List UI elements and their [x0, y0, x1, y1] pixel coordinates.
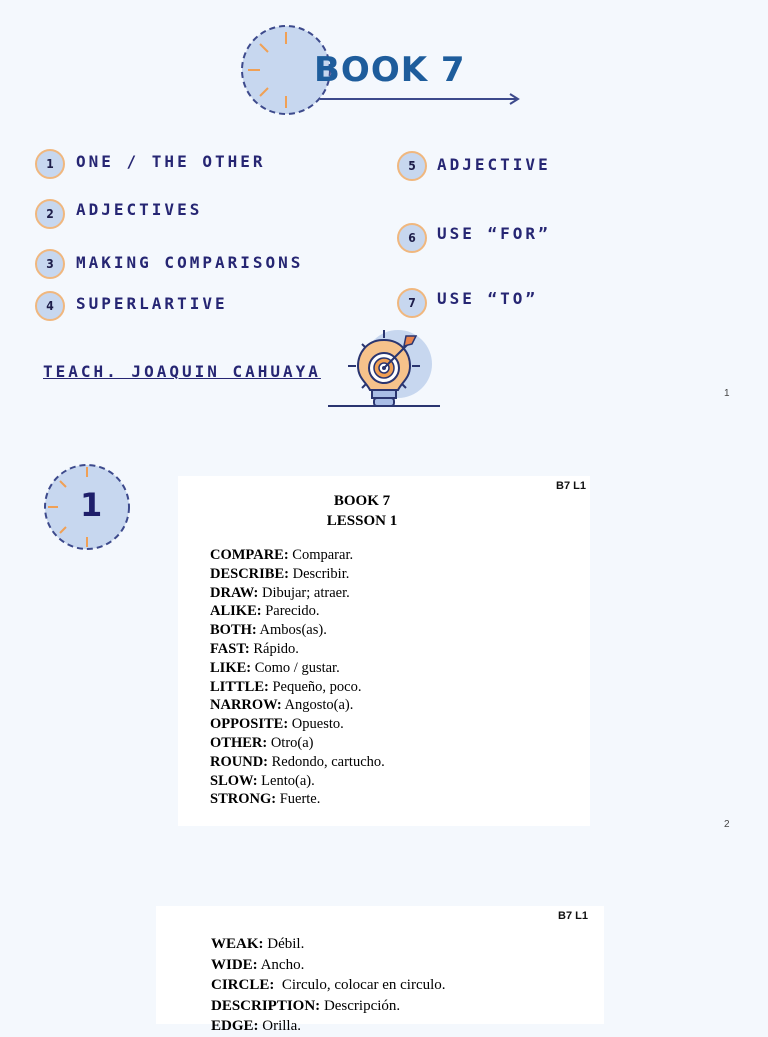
- vocab-definition: Rápido.: [249, 640, 299, 657]
- vocab-definition: Parecido.: [261, 603, 320, 620]
- vocab-entry: [210, 602, 385, 621]
- toc-badge-3: 3: [35, 249, 65, 279]
- vocab-entry: [211, 996, 446, 1017]
- vocab-definition: Débil.: [263, 936, 305, 952]
- vocab-term: WIDE:: [211, 956, 258, 973]
- toc-item-3[interactable]: MAKING COMPARISONS: [76, 253, 304, 272]
- vocab-definition: Ancho.: [257, 956, 305, 973]
- lesson-badge-number: 1: [80, 486, 103, 524]
- vocab-entry: [211, 975, 446, 996]
- doc-code: B7 L1: [556, 480, 586, 492]
- vocab-entry: [210, 678, 385, 697]
- doc-heading-line-2: LESSON 1: [326, 513, 398, 529]
- vocab-entry: [211, 934, 446, 955]
- vocab-entry: [210, 659, 385, 678]
- toc-item-6[interactable]: USE “FOR”: [437, 224, 551, 243]
- vocab-entry: [210, 715, 385, 734]
- vocab-term: NARROW:: [210, 697, 282, 714]
- vocab-list: [210, 546, 385, 809]
- vocab-entry: [210, 772, 385, 791]
- page-number-2: 2: [724, 819, 730, 830]
- vocab-term: BOTH:: [210, 622, 257, 639]
- vocab-definition: Fuerte.: [276, 791, 321, 808]
- vocab-definition: Redondo, cartucho.: [268, 753, 385, 770]
- vocab-entry: [210, 584, 385, 603]
- vocab-term: OPPOSITE:: [210, 716, 289, 733]
- toc-badge-4: 4: [35, 291, 65, 321]
- vocab-entry: [210, 790, 385, 809]
- toc-item-1[interactable]: ONE / THE OTHER: [76, 152, 266, 171]
- toc-badge-1: 1: [35, 149, 65, 179]
- vocab-definition: Pequeño, poco.: [268, 678, 362, 695]
- toc-badge-7: 7: [397, 288, 427, 318]
- vocab-definition: Ambos(as).: [256, 622, 327, 639]
- toc-item-2[interactable]: ADJECTIVES: [76, 200, 203, 219]
- lightbulb-target-arrow-icon: [326, 322, 442, 420]
- page-number-1: 1: [724, 388, 730, 399]
- vocab-entry: [210, 546, 385, 565]
- vocab-term: OTHER:: [210, 734, 268, 751]
- toc-item-5[interactable]: ADJECTIVE: [437, 155, 551, 174]
- vocab-definition: Angosto(a).: [281, 697, 354, 714]
- title-arrow-icon: [320, 92, 524, 106]
- vocab-entry: [210, 621, 385, 640]
- book-title: BOOK 7: [314, 50, 466, 90]
- vocab-entry: [210, 753, 385, 772]
- doc-code: B7 L1: [558, 910, 588, 922]
- vocab-term: DESCRIPTION:: [211, 997, 321, 1014]
- vocab-term: STRONG:: [210, 791, 277, 808]
- vocab-entry: [211, 1016, 446, 1037]
- vocab-term: DRAW:: [210, 584, 259, 601]
- vocab-definition: Otro(a): [267, 734, 314, 751]
- vocab-entry: [210, 734, 385, 753]
- vocab-term: EDGE:: [211, 1018, 259, 1035]
- vocab-term: ALIKE:: [210, 603, 262, 620]
- vocab-entry: [210, 640, 385, 659]
- vocab-entry: [210, 565, 385, 584]
- teacher-name: TEACH. JOAQUIN CAHUAYA: [43, 362, 321, 381]
- vocab-definition: Como / gustar.: [251, 659, 340, 676]
- toc-badge-5: 5: [397, 151, 427, 181]
- vocab-definition: Comparar.: [288, 547, 354, 563]
- vocab-definition: Descripción.: [320, 997, 401, 1014]
- vocab-sheet-1: [178, 476, 590, 826]
- vocab-term: LITTLE:: [210, 678, 269, 695]
- vocab-definition: Orilla.: [258, 1018, 302, 1035]
- vocab-list: [211, 934, 446, 1037]
- vocab-term: FAST:: [210, 640, 250, 657]
- toc-item-7[interactable]: USE “TO”: [437, 289, 539, 308]
- toc-item-4[interactable]: SUPERLARTIVE: [76, 294, 228, 313]
- vocab-term: ROUND:: [210, 753, 268, 770]
- vocab-term: LIKE:: [210, 659, 252, 676]
- vocab-definition: Describir.: [288, 565, 350, 582]
- vocab-term: CIRCLE:: [211, 977, 275, 994]
- vocab-entry: [211, 955, 446, 976]
- doc-heading: [178, 491, 546, 531]
- vocab-term: SLOW:: [210, 772, 258, 789]
- vocab-term: WEAK:: [211, 936, 264, 952]
- vocab-definition: Circulo, colocar en circulo.: [274, 977, 446, 994]
- vocab-term: DESCRIBE:: [210, 565, 289, 582]
- doc-heading-line-1: BOOK 7: [333, 493, 391, 509]
- vocab-definition: Opuesto.: [288, 716, 344, 733]
- vocab-definition: Lento(a).: [257, 772, 315, 789]
- vocab-sheet-2: [156, 906, 604, 1035]
- vocab-entry: [210, 696, 385, 715]
- vocab-definition: Dibujar; atraer.: [258, 584, 350, 601]
- toc-badge-6: 6: [397, 223, 427, 253]
- vocab-term: COMPARE:: [210, 547, 289, 563]
- toc-badge-2: 2: [35, 199, 65, 229]
